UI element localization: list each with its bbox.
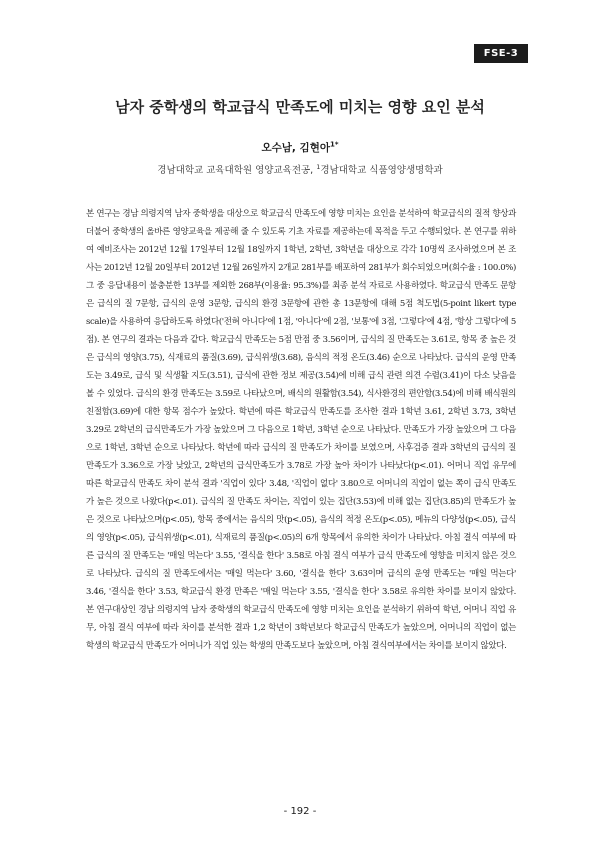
author-1: 오수남, — [261, 142, 296, 154]
author-2: 김현아 — [299, 142, 330, 154]
affiliation-2: 경남대학교 식품영양생명학과 — [320, 165, 443, 176]
session-badge: FSE-3 — [474, 44, 528, 63]
affiliation-mark: 1 — [316, 162, 321, 171]
affiliation-line — [0, 162, 600, 176]
author-2-mark: 1* — [329, 140, 339, 149]
paper-title: 남자 중학생의 학교급식 만족도에 미치는 영향 요인 분석 — [115, 98, 485, 116]
page-number: - 192 - — [283, 806, 317, 817]
author-line — [0, 140, 600, 155]
abstract-body: 본 연구는 경남 의령지역 남자 중학생을 대상으로 학교급식 만족도에 영향 미치는 요인을 분석하여 학교급식의 질적 향상과 더불어 중학생의 올바른 영양교육을 제공해 줄 수 있도록 기초 자료를 제공하는데 목적을 두고 수행되었다. 본 연구를 위하여 예비조사는 2012년 12월 17일부터 12월 18일까지 1학년, 2학년, 3학년을 대상으로 각각 10명씩 조사하였으며 본 조사는 2012년 12월 20일부터 2012년 12월 26일까지 2개교 281부를 배포하여 281부가 회수되었으며(회수율 : 100.0%) 그 중 응답내용이 불충분한 13부를 제외한 268부(이용율: 95.3%)를 최종 분석 자료로 사용하였다. 학교급식 만족도 문항은 급식의 질 7문항, 급식의 운영 3문항, 급식의 환경 3문항에 관한 총 13문항에 대해 5점 척도법(5-point likert type scale)을 사용하여 응답하도록 하였다('전혀 아니다'에 1점, '아니다'에 2점, '보통'에 3점, '그렇다'에 4점, '항상 그렇다'에 5점). 본 연구의 결과는 다음과 같다. 학교급식 만족도는 5점 만점 중 3.56이며, 급식의 질 만족도는 3.61로, 항목 중 높은 것은 급식의 영양(3.75), 식재료의 품질(3.69), 급식위생(3.68), 음식의 적정 온도(3.46) 순으로 나타났다. 급식의 운영 만족도는 3.49로, 급식 및 식생활 지도(3.51), 급식에 관한 정보 제공(3.54)에 비해 급식 관련 의견 수렴(3.41)이 다소 낮음을 볼 수 있었다. 급식의 환경 만족도는 3.59로 나타났으며, 배식의 원활함(3.54), 식사환경의 편안함(3.54)에 비해 배식원의 친절함(3.69)에 대한 항목 점수가 높았다. 학년에 따른 학교급식 만족도를 조사한 결과 1학년 3.61, 2학년 3.73, 3학년 3.29로 2학년의 급식만족도가 가장 높았으며 그 다음으로 1학년, 3학년 순으로 나타났다. 만족도가 가장 높았으며 그 다음으로 1학년, 3학년 순으로 나타났다. 학년에 따라 급식의 질 만족도가 차이를 보였으며, 사후검증 결과 3학년의 급식의 질 만족도가 3.36으로 가장 낮았고, 2학년의 급식만족도가 3.78로 가장 높아 차이가 나타났다(p<.01). 어머니 직업 유무에 따른 학교급식 만족도 차이 분석 결과 '직업이 있다' 3.48, '직업이 없다' 3.80으로 어머니의 직업이 없는 쪽이 급식 만족도가 높은 것으로 나왔다(p<.01). 급식의 질 만족도 차이는, 직업이 있는 집단(3.53)에 비해 없는 집단(3.85)의 만족도가 높은 것으로 나타났으며(p<.05), 항목 중에서는 음식의 맛(p<.05), 음식의 적정 온도(p<.05), 메뉴의 다양성(p<.05), 급식의 영양(p<.05), 급식위생(p<.01), 식재료의 품질(p<.05)의 6개 항목에서 유의한 차이가 나타났다. 아침 결식 여부에 따른 급식의 질 만족도는 '매일 먹는다' 3.55, '결식을 한다' 3.58로 아침 결식 여부가 급식 만족도에 영향을 미치지 않은 것으로 나타났다. 급식의 질 만족도에서는 '매일 먹는다' 3.60, '결식을 한다' 3.63이며 급식의 운영 만족도는 '매일 먹는다' 3.46, '결식을 한다' 3.53, 학교급식 환경 만족은 '매일 먹는다' 3.55, '결식을 한다' 3.58로 유의한 차이를 보이지 않았다. 본 연구대상인 경남 의령지역 남자 중학생의 학교급식 만족도에 영향 미치는 요인을 분석하기 위하여 학년, 어머니 직업 유무, 아침 결식 여부에 따라 차이를 분석한 결과 1,2 학년이 3학년보다 학교급식 만족도가 높았으며, 어머니의 직업이 없는 학생의 학교급식 만족도가 어머니가 직업 있는 학생의 만족도보다 높았으며, 아침 결식여부에서는 차이를 보이지 않았다. — [86, 209, 516, 651]
affiliation-1: 경남대학교 교육대학원 영양교육전공, — [157, 165, 314, 176]
